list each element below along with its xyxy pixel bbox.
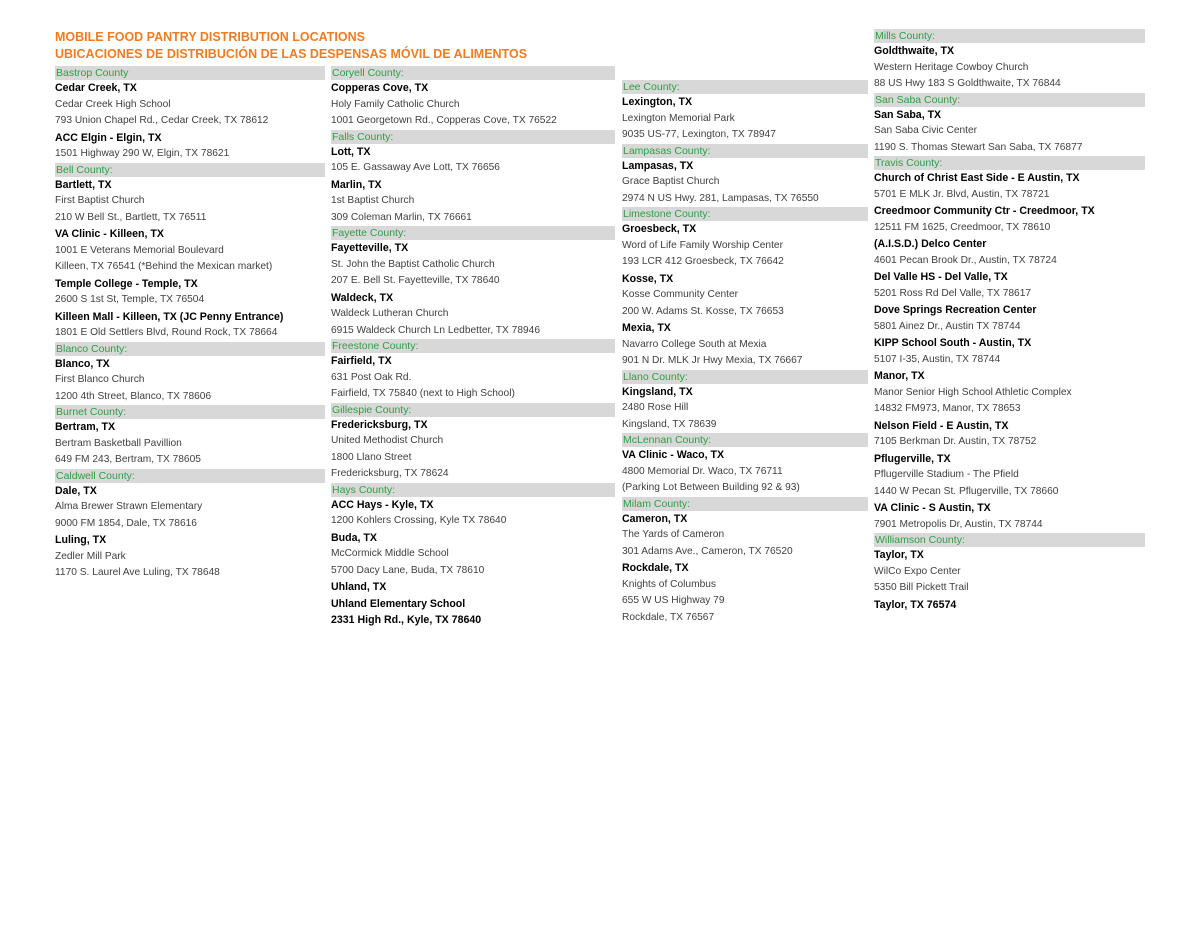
location-detail: Manor Senior High School Athletic Complex (874, 386, 1072, 398)
location-name: Luling, TX (55, 534, 107, 546)
location-entry (331, 612, 615, 629)
county-section (874, 93, 1145, 157)
location-detail: 655 W US Highway 79 (622, 595, 725, 606)
county-section (874, 533, 1145, 613)
location-detail: 207 E. Bell St. Fayetteville, TX 78640 (331, 275, 500, 286)
location-detail: 12511 FM 1625, Creedmoor, TX 78610 (874, 221, 1051, 233)
location-detail: First Baptist Church (55, 195, 145, 206)
location-entry (622, 447, 868, 497)
location-name: Dale, TX (55, 484, 97, 497)
location-name: Blanco, TX (55, 357, 110, 370)
location-name: Mexia, TX (622, 322, 671, 334)
location-detail: 1001 E Veterans Memorial Boulevard (55, 244, 224, 256)
location-detail: 5700 Dacy Lane, Buda, TX 78610 (331, 564, 485, 576)
location-name: Fredericksburg, TX (331, 418, 428, 431)
county-section (622, 497, 868, 627)
location-entry (874, 451, 1145, 501)
location-detail: WilCo Expo Center (874, 565, 961, 577)
location-name: VA Clinic - Waco, TX (622, 449, 725, 461)
location-detail: Zedler Mill Park (55, 550, 126, 562)
county-header: Freestone County: (331, 339, 615, 353)
county-header: Travis County: (874, 156, 1145, 170)
location-name: Taylor, TX (874, 549, 924, 561)
location-name: Cameron, TX (622, 512, 688, 525)
location-detail: 7901 Metropolis Dr, Austin, TX 78744 (874, 518, 1043, 530)
county-section (622, 80, 868, 144)
location-detail: (Parking Lot Between Building 92 & 93) (622, 482, 800, 493)
location-entry (874, 107, 1145, 157)
location-entry (622, 320, 868, 370)
location-detail: 193 LCR 412 Groesbeck, TX 76642 (622, 256, 784, 267)
location-entry (55, 80, 325, 130)
location-entry (55, 483, 325, 533)
location-name: KIPP School South - Austin, TX (874, 337, 1032, 349)
column-4 (874, 29, 1145, 613)
location-detail: 309 Coleman Marlin, TX 76661 (331, 211, 472, 223)
location-detail: 1200 4th Street, Blanco, TX 78606 (55, 390, 212, 402)
location-detail: 200 W. Adams St. Kosse, TX 76653 (622, 305, 784, 317)
location-detail: Knights of Columbus (622, 578, 717, 590)
location-name: Fairfield, TX (331, 355, 392, 367)
location-entry (331, 80, 615, 130)
location-detail: First Blanco Church (55, 374, 145, 385)
location-entry (874, 203, 1145, 236)
county-section (331, 66, 615, 130)
location-entry (874, 335, 1145, 368)
location-detail: United Methodist Church (331, 435, 444, 446)
county-section (622, 144, 868, 208)
location-entry (874, 500, 1145, 533)
county-header: Williamson County: (874, 533, 1145, 547)
location-name: ACC Elgin - Elgin, TX (55, 131, 162, 144)
location-detail: Fredericksburg, TX 78624 (331, 468, 449, 479)
county-header: Fayette County: (331, 226, 615, 240)
county-header: Burnet County: (55, 405, 325, 419)
location-detail: 5107 I-35, Austin, TX 78744 (874, 353, 1001, 365)
location-detail: 301 Adams Ave., Cameron, TX 76520 (622, 545, 793, 557)
location-detail: Fairfield, TX 75840 (next to High School) (331, 388, 515, 399)
location-detail: 2480 Rose Hill (622, 402, 689, 413)
location-entry (622, 271, 868, 321)
location-name: VA Clinic - S Austin, TX (874, 502, 991, 514)
location-detail: 105 E. Gassaway Ave Lott, TX 76656 (331, 162, 500, 173)
location-name: Rockdale, TX (622, 562, 689, 574)
county-header: Lampasas County: (622, 144, 868, 158)
location-detail: 2974 N US Hwy. 281, Lampasas, TX 76550 (622, 192, 819, 204)
location-name: Groesbeck, TX (622, 223, 697, 235)
county-section (331, 483, 615, 629)
location-detail: 631 Post Oak Rd. (331, 371, 412, 383)
page-subtitle: UBICACIONES DE DISTRIBUCIÓN DE LAS DESPENSAS MÓVIL DE ALIMENTOS (55, 47, 528, 61)
county-section (622, 370, 868, 434)
location-name: Uhland Elementary School (331, 597, 466, 610)
county-header: Bell County: (55, 163, 325, 177)
location-name: Lott, TX (331, 145, 371, 158)
county-section (622, 207, 868, 370)
location-entry (622, 221, 868, 271)
location-entry (331, 240, 615, 290)
location-detail: Word of Life Family Worship Center (622, 239, 783, 251)
location-entry (622, 158, 868, 208)
column-3 (622, 80, 868, 626)
location-detail: 1501 Highway 290 W, Elgin, TX 78621 (55, 148, 230, 159)
location-entry (331, 417, 615, 483)
location-name: Creedmoor Community Ctr - Creedmoor, TX (874, 205, 1095, 217)
county-header: Bastrop County (55, 66, 325, 80)
location-entry (331, 530, 615, 580)
location-entry (55, 226, 325, 276)
location-detail: Kingsland, TX 78639 (622, 418, 717, 430)
location-entry (874, 597, 1145, 614)
location-detail: 1200 Kohlers Crossing, Kyle TX 78640 (331, 515, 507, 526)
location-entry (874, 418, 1145, 451)
location-detail: Grace Baptist Church (622, 176, 720, 187)
location-detail: 4800 Memorial Dr. Waco, TX 76711 (622, 465, 783, 477)
location-detail: 4601 Pecan Brook Dr., Austin, TX 78724 (874, 254, 1057, 266)
county-header: McLennan County: (622, 433, 868, 447)
location-name: Bertram, TX (55, 421, 116, 433)
location-entry (874, 269, 1145, 302)
location-entry (331, 290, 615, 340)
county-section (55, 469, 325, 582)
county-header: Llano County: (622, 370, 868, 384)
location-detail: 1190 S. Thomas Stewart San Saba, TX 76877 (874, 141, 1083, 153)
location-name: Manor, TX (874, 370, 925, 382)
county-section (331, 403, 615, 483)
location-entry (331, 177, 615, 227)
location-detail: 1440 W Pecan St. Pflugerville, TX 78660 (874, 485, 1059, 497)
county-header: Falls County: (331, 130, 615, 144)
location-detail: 6915 Waldeck Church Ln Ledbetter, TX 78946 (331, 324, 540, 336)
location-name: Buda, TX (331, 531, 377, 544)
location-entry (55, 177, 325, 227)
location-name: Waldeck, TX (331, 291, 394, 304)
county-section (874, 29, 1145, 93)
location-detail: 9035 US-77, Lexington, TX 78947 (622, 129, 776, 140)
location-detail: Lexington Memorial Park (622, 112, 735, 124)
county-section (331, 226, 615, 339)
county-section (331, 339, 615, 403)
location-entry (331, 579, 615, 596)
location-entry (622, 560, 868, 626)
location-name: ACC Hays - Kyle, TX (331, 498, 434, 511)
location-detail: Rockdale, TX 76567 (622, 611, 715, 623)
location-name: 2331 High Rd., Kyle, TX 78640 (331, 614, 482, 626)
location-detail: 649 FM 243, Bertram, TX 78605 (55, 454, 201, 465)
county-header: Hays County: (331, 483, 615, 497)
county-header: Limestone County: (622, 207, 868, 221)
location-name: Dove Springs Recreation Center (874, 304, 1037, 316)
page-title: MOBILE FOOD PANTRY DISTRIBUTION LOCATIONS (55, 30, 365, 44)
county-header: Caldwell County: (55, 469, 325, 483)
location-detail: 88 US Hwy 183 S Goldthwaite, TX 76844 (874, 78, 1061, 89)
location-detail: Bertram Basketball Pavillion (55, 437, 182, 449)
location-detail: 901 N Dr. MLK Jr Hwy Mexia, TX 76667 (622, 355, 803, 366)
location-detail: Kosse Community Center (622, 289, 739, 300)
county-header: Gillespie County: (331, 403, 615, 417)
location-name: Kingsland, TX (622, 385, 693, 398)
county-header: Coryell County: (331, 66, 615, 80)
location-name: Pflugerville, TX (874, 452, 951, 465)
location-entry (874, 43, 1145, 93)
location-name: Lampasas, TX (622, 159, 694, 172)
county-section (55, 66, 325, 163)
location-name: San Saba, TX (874, 108, 942, 121)
location-detail: Holy Family Catholic Church (331, 98, 460, 110)
county-section (622, 433, 868, 497)
location-entry (331, 497, 615, 530)
location-name: Kosse, TX (622, 272, 674, 285)
location-detail: 2600 S 1st St, Temple, TX 76504 (55, 294, 205, 305)
location-name: VA Clinic - Killeen, TX (55, 228, 164, 240)
location-entry (622, 511, 868, 561)
location-detail: 14832 FM973, Manor, TX 78653 (874, 403, 1021, 414)
location-entry (622, 94, 868, 144)
location-entry (622, 384, 868, 434)
location-detail: 7105 Berkman Dr. Austin, TX 78752 (874, 436, 1037, 447)
location-detail: 1st Baptist Church (331, 195, 415, 206)
location-entry (331, 596, 615, 613)
location-entry (331, 144, 615, 177)
location-detail: 5701 E MLK Jr. Blvd, Austin, TX 78721 (874, 188, 1050, 200)
location-entry (55, 532, 325, 582)
location-name: Copperas Cove, TX (331, 82, 429, 94)
county-header: Mills County: (874, 29, 1145, 43)
location-entry (331, 353, 615, 403)
county-section (55, 163, 325, 342)
location-entry (874, 170, 1145, 203)
location-name: (A.I.S.D.) Delco Center (874, 238, 987, 250)
location-name: Killeen Mall - Killeen, TX (JC Penny Entrance) (55, 310, 284, 323)
location-detail: 1170 S. Laurel Ave Luling, TX 78648 (55, 567, 220, 578)
location-entry (55, 419, 325, 469)
county-section (55, 342, 325, 406)
location-name: Bartlett, TX (55, 178, 112, 191)
column-2 (331, 66, 615, 629)
location-detail: 1001 Georgetown Rd., Copperas Cove, TX 76522 (331, 115, 557, 126)
location-name: Uhland, TX (331, 581, 387, 593)
title-block (55, 29, 615, 63)
county-section (331, 130, 615, 227)
county-section (55, 405, 325, 469)
county-header: San Saba County: (874, 93, 1145, 107)
location-name: Church of Christ East Side - E Austin, TX (874, 172, 1080, 184)
location-name: Goldthwaite, TX (874, 45, 955, 57)
location-detail: 5350 Bill Pickett Trail (874, 582, 969, 593)
location-entry (55, 356, 325, 406)
location-detail: Killeen, TX 76541 (*Behind the Mexican market) (55, 261, 273, 272)
location-detail: 793 Union Chapel Rd., Cedar Creek, TX 78612 (55, 115, 269, 126)
location-detail: Waldeck Lutheran Church (331, 308, 449, 319)
location-name: Del Valle HS - Del Valle, TX (874, 271, 1008, 283)
county-header: Milam County: (622, 497, 868, 511)
location-detail: 210 W Bell St., Bartlett, TX 76511 (55, 211, 207, 223)
location-detail: Alma Brewer Strawn Elementary (55, 501, 203, 512)
location-detail: McCormick Middle School (331, 548, 449, 559)
location-entry (55, 130, 325, 163)
location-detail: 1800 Llano Street (331, 451, 412, 463)
location-entry (55, 276, 325, 309)
location-detail: Pflugerville Stadium - The Pfield (874, 469, 1019, 480)
location-entry (874, 547, 1145, 597)
location-entry (874, 302, 1145, 335)
location-name: Marlin, TX (331, 178, 382, 191)
county-header: Lee County: (622, 80, 868, 94)
location-detail: The Yards of Cameron (622, 529, 725, 540)
location-name: Nelson Field - E Austin, TX (874, 419, 1009, 432)
location-detail: 5201 Ross Rd Del Valle, TX 78617 (874, 287, 1032, 299)
location-name: Taylor, TX 76574 (874, 598, 957, 611)
location-detail: Western Heritage Cowboy Church (874, 61, 1029, 73)
county-section (874, 156, 1145, 533)
column-1 (55, 66, 325, 582)
location-detail: 5801 Ainez Dr., Austin TX 78744 (874, 320, 1021, 332)
location-name: Cedar Creek, TX (55, 82, 137, 94)
location-detail: Navarro College South at Mexia (622, 338, 767, 350)
location-detail: 1801 E Old Settlers Blvd, Round Rock, TX 78664 (55, 327, 278, 338)
location-entry (874, 368, 1145, 418)
location-entry (874, 236, 1145, 269)
county-header: Blanco County: (55, 342, 325, 356)
location-name: Lexington, TX (622, 96, 693, 108)
location-detail: San Saba Civic Center (874, 125, 978, 136)
location-detail: Cedar Creek High School (55, 98, 171, 110)
location-detail: St. John the Baptist Catholic Church (331, 258, 495, 270)
location-name: Fayetteville, TX (331, 242, 409, 254)
location-detail: 9000 FM 1854, Dale, TX 78616 (55, 517, 197, 529)
location-entry (55, 309, 325, 342)
location-name: Temple College - Temple, TX (55, 277, 198, 290)
